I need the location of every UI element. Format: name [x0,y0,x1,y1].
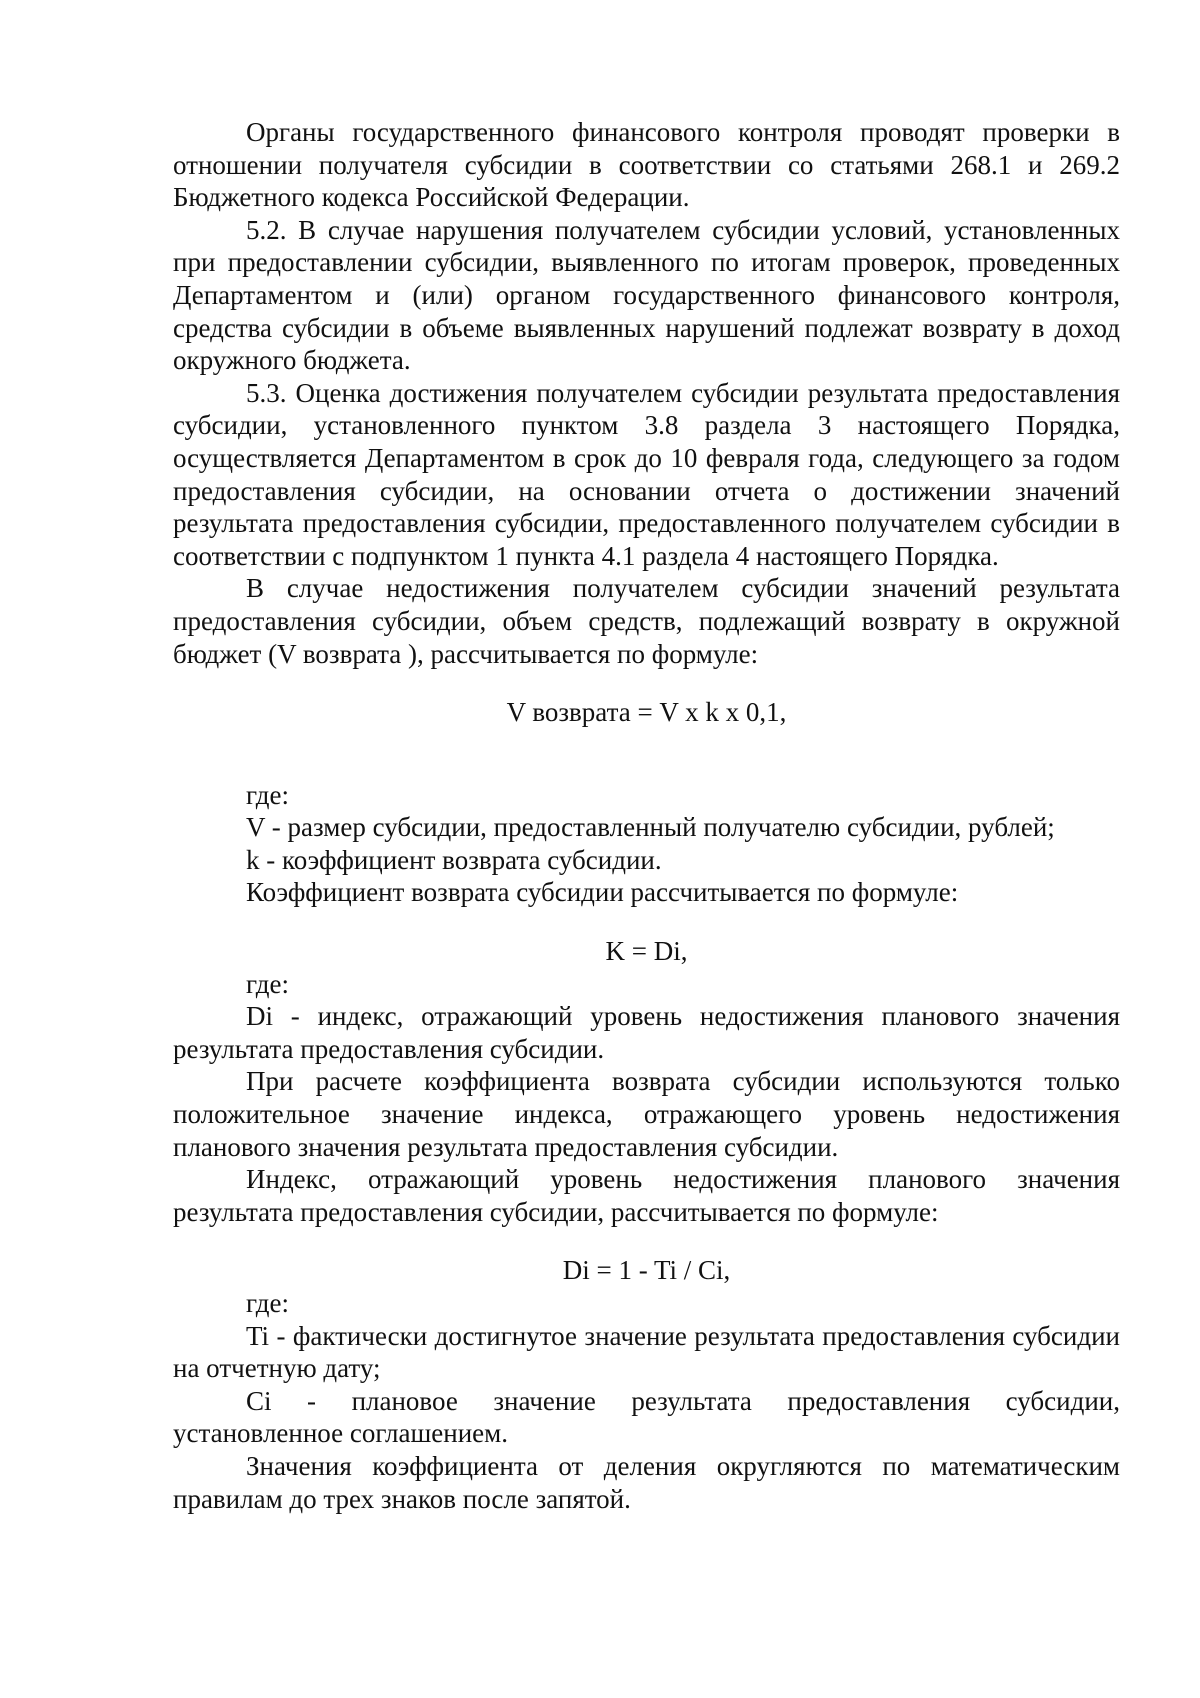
paragraph-5-3: 5.3. Оценка достижения получателем субсидии результата предоставления субсидии, установленного пунктом 3.8 раздела 3 настоящего Порядка, осуществляется Департаментом в срок до 10 февраля года, следующего за годом предоставления субсидии, на основании отчета о достижении значений результата предоставления субсидии, предоставленного получателем субсидии в соответствии с подпунктом 1 пункта 4.1 раздела 4 настоящего Порядка. [173,377,1120,571]
coefficient-intro: Коэффициент возврата субсидии рассчитывается по формуле: [246,877,959,908]
definition-v: V - размер субсидии, предоставленный получателю субсидии, рублей; [246,812,1055,843]
paragraph-positive-note: При расчете коэффициента возврата субсидии используются только положительное значение индекса, отражающего уровень недостижения планового значения результата предоставления субсидии. [173,1066,1120,1162]
where-label-1: где: [246,779,289,810]
paragraph-index-intro: Индекс, отражающий уровень недостижения планового значения результата предоставления субсидии, рассчитывается по формуле: [173,1164,1120,1227]
definition-ci: Ci - плановое значение результата предоставления субсидии, установленное соглашением. [173,1385,1120,1449]
formula-return-volume: V возврата = V x k x 0,1, [506,697,787,728]
definition-ti: Ti - фактически достигнутое значение результата предоставления субсидии на отчетную дату; [173,1320,1120,1384]
formula-index: Di = 1 - Ti / Ci, [562,1255,731,1286]
paragraph-control-bodies: Органы государственного финансового контроля проводят проверки в отношении получателя субсидии в соответствии со статьями 268.1 и 269.2 Бюджетного кодекса Российской Федерации. [173,117,1120,213]
where-label-2: где: [246,968,289,999]
paragraph-rounding: Значения коэффициента от деления округляются по математическим правилам до трех знаков после запятой. [173,1450,1120,1514]
paragraph-5-2: 5.2. В случае нарушения получателем субсидии условий, установленных при предоставлении субсидии, выявленного по итогам проверок, проведенных Департаментом и (или) органом государственного финансового контроля, средства субсидии в объеме выявленных нарушений подлежат возврату в доход окружного бюджета. [173,214,1120,376]
formula-coefficient: K = Di, [605,936,688,967]
paragraph-shortfall: В случае недостижения получателем субсидии значений результата предоставления субсидии, объем средств, подлежащий возврату в окружной бюджет (V возврата ), рассчитывается по формуле: [173,573,1120,669]
where-label-3: где: [246,1288,289,1318]
definition-di: Di - индекс, отражающий уровень недостижения планового значения результата предоставления субсидии. [173,1001,1120,1064]
document-body [173,116,1120,1515]
definition-k: k - коэффициент возврата субсидии. [246,844,662,875]
